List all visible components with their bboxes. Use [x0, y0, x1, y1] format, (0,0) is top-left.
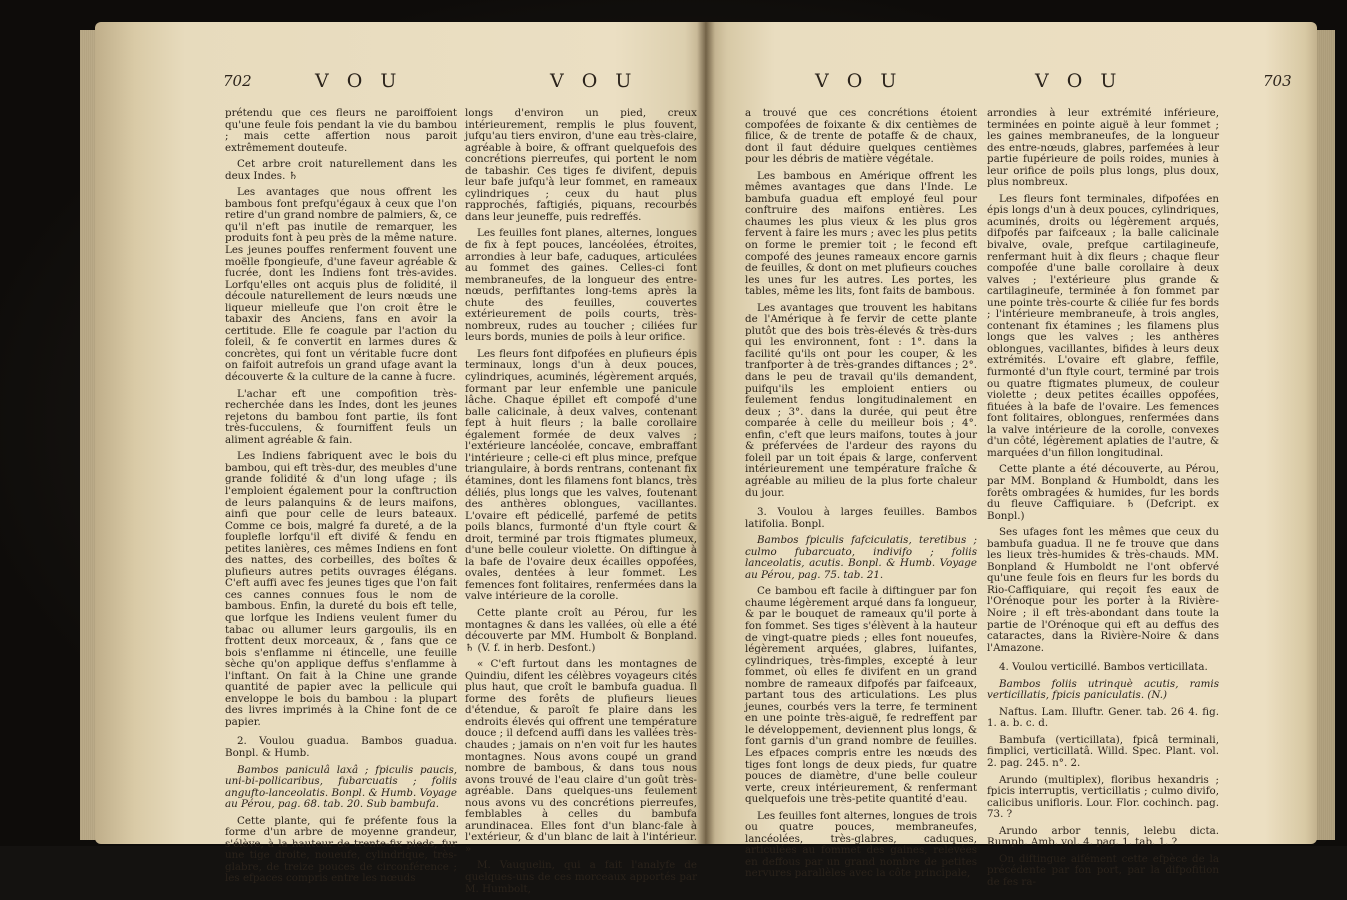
paragraph: Les feuilles font alternes, longues de trois ou quatre pouces, membraneufes, lancéolées, très-glabres, caduques, articulées au fommet des gaines, relevées en deffous par un grand nombre de petites nervures parallèles avec la côte principale,	[745, 809, 977, 880]
paragraph: Les avantages que nous offrent les bambous font prefqu'égaux à ceux que l'on retire d'un grand nombre de palmiers, &, ce qu'il n'eft pas inutile de remarquer, les produits font à peu près de la même nature. Les jeunes pouffes renferment fouvent une moëlle fpongieufe, d'une faveur agréable & fucrée, dont les Indiens font très-avides. Lorfqu'elles ont acquis plus de folidité, il découle naturellement de leurs nœuds une liqueur mielleufe que l'on croit être le tabaxir des Anciens, fans en avoir la certitude. Elle fe coagule par l'action du foleil, & fe convertit en larmes dures & concrètes, qui font un véritable fucre dont on faifoit autrefois un grand ufage avant la découverte & la culture de la canne à fucre.	[225, 186, 457, 384]
right-page-column-2	[987, 108, 1219, 893]
paragraph: Ses ufages font les mêmes que ceux du bambufa guadua. Il ne fe trouve que dans les lieux très-humides & très-chauds. MM. Bonpland & Humboldt ne l'ont obfervé qu'une feule fois en fleurs fur les bords du Rio-Caffiquiare, qui reçoit fes eaux de l'Orénoque pour les porter à la Rivière-Noire ; il eft très-abondant dans toute la partie de l'Orénoque qui eft au deffus des cataractes, dans la Rivière-Noire & dans l'Amazone.	[987, 526, 1219, 654]
right-page	[705, 22, 1317, 888]
paragraph: a trouvé que ces concrétions étoient compofées de foixante & dix centièmes de filice, & de trente de potaffe & de chaux, dont il faut déduire quelques centièmes pour les débris de matière végétale.	[745, 107, 977, 166]
paragraph: Ce bambou eft facile à diftinguer par fon chaume légèrement arqué dans fa longueur, & par le bouquet de rameaux qu'il porte à fon fommet. Ses tiges s'élèvent à la hauteur de vingt-quatre pieds ; elles font noueufes, légèrement arquées, glabres, luifantes, cylindriques, très-fimples, excepté à leur fommet, où elles fe divifent en un grand nombre de rameaux difpofés par faifceaux, partant tous des articulations. Les plus jeunes, courbés vers la terre, fe terminent en une pointe très-aiguë, fe redreffent par le développement, deviennent plus longs, & font garnis d'un grand nombre de feuilles. Les efpaces compris entre les nœuds des tiges font longs de deux pieds, fur quatre pouces de diamètre, d'une belle couleur verte, creux intérieurement, & renfermant quelquefois une très-petite quantité d'eau.	[745, 585, 977, 806]
paragraph: Les bambous en Amérique offrent les mêmes avantages que dans l'Inde. Le bambufa guadua eft employé feul pour conftruire des maifons entières. Les chaumes les plus vieux & les plus gros fervent à faire les murs ; avec les plus petits on forme le premier toit ; le fecond eft compofé des jeunes rameaux encore garnis de feuilles, & dont on met plufieurs couches les unes fur les autres. Les portes, les tables, même les lits, font faits de bambous.	[745, 169, 977, 298]
paragraph: Cette plante a été découverte, au Pérou, par MM. Bonpland & Humboldt, dans les forêts ombragées & humides, fur les bords du fleuve Caffiquiare. ♄ (Defcript. ex Bonpl.)	[987, 463, 1219, 522]
paragraph: Les feuilles font planes, alternes, longues de fix à fept pouces, lancéolées, étroites, arrondies à leur bafe, caduques, articulées au fommet des gaines. Celles-ci font membraneufes, de la longueur des entre-nœuds, perfiftantes long-tems après la chute des feuilles, couvertes extérieurement de poils courts, très-nombreux, rudes au toucher ; ciliées fur leurs bords, munies de poils à leur orifice.	[465, 227, 697, 344]
right-page-edges	[1315, 30, 1335, 840]
left-page-header-right: V O U	[550, 70, 638, 92]
paragraph: Cette plante, qui fe préfente fous la forme d'un arbre de moyenne grandeur, s'élève, à la hauteur de trente-fix pieds, fur une tige droite, noueufe, cylindrique, très-glabre, de treize pouces de circonférence ; les efpaces compris entre les nœuds	[225, 814, 457, 885]
paragraph: L'achar eft une compofition très-recherchée dans les Indes, dont les jeunes rejetons du bambou font partie, ils font très-fucculens, & fourniffent feuls un aliment agréable & fain.	[225, 387, 457, 446]
synonym-reference: Bambufa (verticillata), fpicâ terminali, fimplici, verticillatâ. Willd. Spec. Plant. vol. 2. pag. 245. n°. 2.	[987, 733, 1219, 769]
left-page-column-2	[465, 108, 697, 900]
right-page-header-right: V O U	[1035, 70, 1123, 92]
paragraph: Les avantages que trouvent les habitans de l'Amérique à fe fervir de cette plante plutôt que des bois très-élevés & très-durs qui les environnent, font : 1°. dans la facilité qu'ils ont pour les couper, & les tranfporter à de très-grandes diftances ; 2°. dans le peu de travail qu'ils demandent, puifqu'ils les emploient entiers ou feulement fendus longitudinalement en deux ; 3°. dans la durée, qui peut être comparée à celle du meilleur bois ; 4°. enfin, c'eft que leurs maifons, toutes à jour & préfervées de l'ardeur des rayons du foleil par un toit épais & large, confervent intérieurement une température fraîche & agréable au milieu de la plus forte chaleur du jour.	[745, 301, 977, 499]
synonym-reference: Naftus. Lam. Illuftr. Gener. tab. 26 4. fig. 1. a. b. c. d.	[987, 705, 1219, 730]
left-page-number: 702	[223, 72, 252, 90]
species-diagnosis: Bambos foliis utrinquè acutis, ramis verticillatis, fpicis paniculatis. (N.)	[987, 677, 1219, 702]
right-page-number: 703	[1263, 72, 1292, 90]
paragraph: Les fleurs font difpofées en plufieurs épis terminaux, longs d'un à deux pouces, cylindriques, acuminés, légèrement arqués, formant par leur enfemble une panicule lâche. Chaque épillet eft compofé d'une balle calicinale, à deux valves, contenant fept à huit fleurs ; la balle corollaire également formée de deux valves ; l'extérieure lancéolée, concave, embraffant l'intérieure ; celle-ci eft plus mince, prefque triangulaire, à bords rentrans, contenant fix étamines, dont les filamens font blancs, très déliés, plus longs que les valves, foutenant des anthères oblongues, vacillantes. L'ovaire eft pédicellé, parfemé de petits poils blancs, furmonté d'un ftyle court & droit, terminé par trois ftigmates plumeux, d'une belle couleur violette. On diftingue à la bafe de l'ovaire deux écailles oppofées, ovales, dentées à leur fommet. Les femences font folitaires, renfermées dans la valve intérieure de la corolle.	[465, 347, 697, 603]
species-heading: 4. Voulou verticillé. Bambos verticillata.	[999, 661, 1208, 674]
paragraph: Les fleurs font terminales, difpofées en épis longs d'un à deux pouces, cylindriques, acuminés, droits ou légèrement arqués, difpofés par faifceaux ; la balle calicinale bivalve, ovale, prefque cartilagineufe, renfermant huit à dix fleurs ; chaque fleur compofée d'une balle corollaire à deux valves ; l'extérieure plus grande & cartilagineufe, terminée à fon fommet par une pointe très-courte & ciliée fur fes bords ; l'intérieure membraneufe, à trois angles, contenant fix étamines ; les filamens plus longs que les valves ; les anthères oblongues, vacillantes, bifides à leurs deux extrémités. L'ovaire eft glabre, feffile, furmonté d'un ftyle court, terminé par trois ou quatre ftigmates plumeux, de couleur violette ; deux petites écailles oppofées, fituées à la bafe de l'ovaire. Les femences font folitaires, oblongues, renfermées dans la valve intérieure de la corolle, convexes d'un côté, légèrement aplaties de l'autre, & marquées d'un fillon longitudinal.	[987, 192, 1219, 459]
synonym-reference: Arundo arbor tennis, lelebu dicta. Rumph. Amb. vol. 4. pag. 1. tab. 1. ?	[987, 824, 1219, 849]
left-page-header-left: V O U	[315, 70, 403, 92]
paragraph: longs d'environ un pied, creux intérieurement, remplis le plus fouvent, jufqu'au tiers environ, d'une eau très-claire, agréable à boire, & offrant quelquefois des concrétions pierreufes, qui portent le nom de tabashir. Ces tiges fe divifent, depuis leur bafe jufqu'à leur fommet, en rameaux cylindriques ; ceux du haut plus rapprochés, faftigiés, piquans, recourbés dans leur jeuneffe, puis redreffés.	[465, 107, 697, 223]
species-diagnosis: Bambos paniculâ laxâ ; fpiculis paucis, uni-bi-pollicaribus, fubarcuatis ; foliis angufto-lanceolatis. Bonpl. & Humb. Voyage au Pérou, pag. 68. tab. 20. Sub bambufa.	[225, 763, 457, 811]
quotation: « C'eft furtout dans les montagnes de Quindiu, difent les célèbres voyageurs cités plus haut, que croît le bambufa guadua. Il forme des forêts de plufieurs lieues d'étendue, & paroît fe plaire dans les endroits élevés qui offrent une température douce ; il defcend auffi dans les vallées très-chaudes ; jamais on n'en voit fur les hautes montagnes. Nous avons coupé un grand nombre de bambous, & dans tous nous avons trouvé de l'eau claire d'un goût très-agréable. Dans quelques-uns feulement nous avons vu des concrétions pierreufes, femblables à celles du bambufa arundinacea. Elles font d'un blanc-fale à l'extérieur, & d'un blanc de lait à l'intérieur. »	[465, 658, 697, 855]
paragraph: Cet arbre croit naturellement dans les deux Indes. ♄	[225, 158, 457, 182]
synonym-reference: Arundo (multiplex), floribus hexandris ; fpicis interruptis, verticillatis ; culmo divifo, calicibus unifloris. Lour. Flor. cochinch. pag. 73. ?	[987, 773, 1219, 821]
right-page-column-1	[745, 108, 977, 885]
left-page-column-1	[225, 108, 457, 890]
species-heading: 3. Voulou à larges feuilles. Bambos latifolia. Bonpl.	[745, 506, 977, 530]
paragraph: Cette plante croît au Pérou, fur les montagnes & dans les vallées, où elle a été découverte par MM. Humbolt & Bonpland. ♄ (V. f. in herb. Desfont.)	[465, 606, 697, 654]
paragraph: arrondies à leur extrémité inférieure, terminées en pointe aiguë à leur fommet ; les gaines membraneufes, de la longueur des entre-nœuds, glabres, parfemées à leur partie fupérieure de poils roides, munies à leur orifice de poils plus longs, plus doux, plus nombreux.	[987, 107, 1219, 189]
paragraph: M. Vauquelin, qui a fait l'analyfe de quelques-uns de ces morceaux apportés par M. Humbolt,	[465, 859, 697, 895]
book-gutter	[697, 22, 715, 844]
paragraph: prétendu que ces fleurs ne paroiffoient qu'une feule fois pendant la vie du bambou ; mais cette affertion nous paroit extrêmement douteufe.	[225, 107, 457, 154]
species-heading: 2. Voulou guadua. Bambos guadua. Bonpl. & Humb.	[225, 735, 457, 759]
paragraph: Les Indiens fabriquent avec le bois du bambou, qui eft très-dur, des meubles d'une grande folidité & d'un long ufage ; ils l'emploient également pour la conftruction de leurs palanquins & de leurs maifons, ainfi que pour celle de leurs bateaux. Comme ce bois, malgré fa dureté, a de la fouplefle lorfqu'il eft divifé & fendu en petites lanières, ces mêmes Indiens en font des nattes, des corbeilles, des boîtes & plufieurs autres petits ouvrages élégans. C'eft auffi avec fes jeunes tiges que l'on fait ces cannes connues fous le nom de bambous. Enfin, la dureté du bois eft telle, que lorfque les Indiens veulent fumer du tabac ou allumer leurs gargoulis, ils en frottent deux morceaux, & , fans que ce bois s'enflamme ni étincelle, une feuille sèche qu'on applique deffus s'enflamme à l'inftant. On fait à la Chine une grande quantité de papier avec la pellicule qui enveloppe le bois du bambou : la plupart des livres imprimés à la Chine font de ce papier.	[225, 450, 457, 728]
species-diagnosis: Bambos fpiculis fafciculatis, teretibus ; culmo fubarcuato, indivifo ; foliis lanceolatis, acutis. Bonpl. & Humb. Voyage au Pérou, pag. 75. tab. 21.	[745, 534, 977, 581]
left-page	[95, 22, 707, 895]
paragraph: On diftingue aifément cette efpèce de la précédente par fon port, par la difpofition de fes ra-	[987, 852, 1219, 888]
right-page-header-left: V O U	[815, 70, 903, 92]
